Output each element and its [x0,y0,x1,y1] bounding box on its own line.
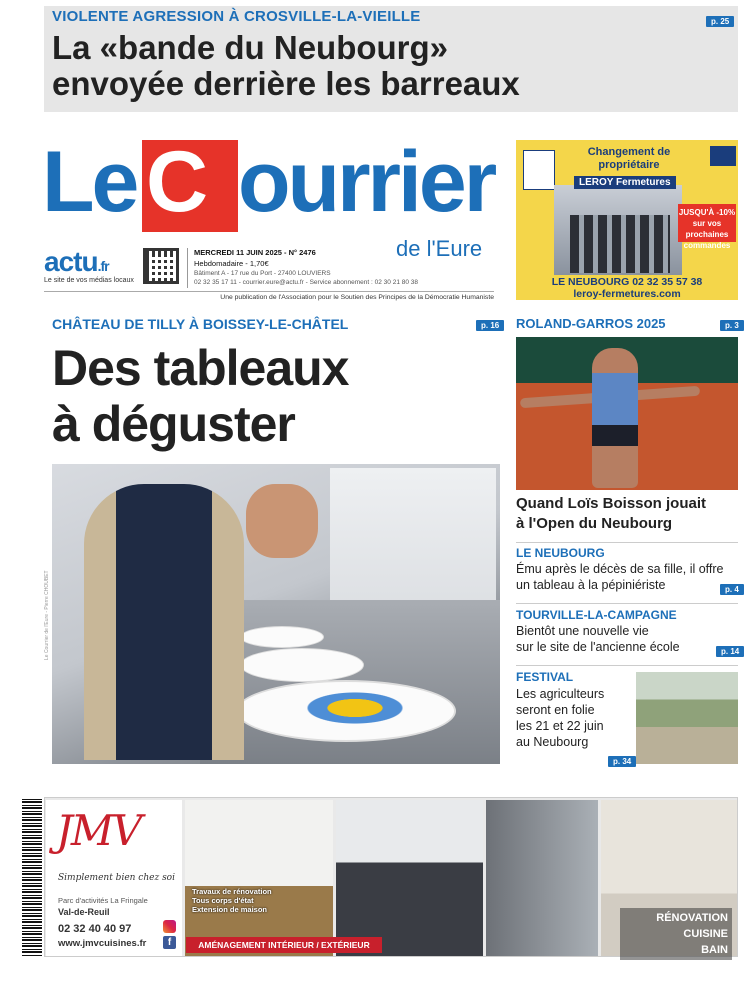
actu-logo[interactable] [44,246,109,278]
photo-plate [240,648,364,682]
mascot-icon [523,150,555,190]
jmv-website[interactable]: www.jmvcuisines.fr [58,938,147,949]
divider [516,542,738,543]
fes-line4: au Neubourg [516,735,589,749]
ad-phone: LE NEUBOURG 02 32 35 57 38 [551,276,703,288]
tou-headline[interactable] [516,623,738,655]
instagram-icon[interactable] [163,920,176,933]
renov-line1: Travaux de rénovation [192,887,272,896]
badge-icon [710,146,736,166]
actu-fr: .fr [97,258,109,274]
ad-photo-kitchen [336,800,483,956]
services-list [620,908,732,960]
actu-text: actu [44,246,98,277]
ad-services-bar: AMÉNAGEMENT INTÉRIEUR / EXTÉRIEUR [186,937,382,953]
publisher-line: Une publication de l'Association pour le Soutien des Principes de la Démocratie Humaniste [44,291,494,301]
rg-headline-line2: à l'Open du Neubourg [516,515,673,532]
top-kicker: VIOLENTE AGRESSION À CROSVILLE-LA-VIEILLE [52,8,421,25]
logo-c: C [146,134,206,230]
main-kicker: CHÂTEAU DE TILLY À BOISSEY-LE-CHÂTEL [52,316,349,332]
main-headline-line1: Des tableaux [52,340,349,396]
address: Bâtiment A - 17 rue du Port - 27400 LOUVIERS [194,270,331,277]
facebook-icon[interactable]: f [163,936,176,949]
qr-code-pattern [149,254,173,278]
photo-dish [300,690,410,726]
ad-headline: Changement de propriétaire [587,146,671,171]
issue-price: Hebdomadaire - 1,70€ [194,259,269,268]
jmv-parc: Parc d'activités La Fringale [58,896,148,905]
top-headline[interactable] [52,30,712,102]
ad-photo-bathroom [486,800,598,956]
ad-promo: JUSQU'À -10% sur vos prochaines commandes [678,204,736,242]
photo-credit: Le Courrier de l'Eure - Pierre CHOUBET [44,570,50,660]
barcode-icon [22,798,42,956]
neu-line2: un tableau à la pépiniériste [516,578,666,592]
ad-photo-terrace [185,800,333,956]
neu-headline[interactable] [516,561,738,593]
rg-headline-line1: Quand Loïs Boisson jouait [516,495,707,512]
divider [516,665,738,666]
jmv-slogan: Simplement bien chez soi [58,873,175,883]
neu-kicker: LE NEUBOURG [516,546,605,560]
main-page-ref: p. 16 [476,320,504,331]
neu-page-ref: p. 4 [720,584,744,595]
ad-people-photo [570,215,670,273]
fes-line2: seront en folie [516,703,595,717]
fes-headline[interactable] [516,686,638,750]
tou-line1: Bientôt une nouvelle vie [516,624,649,638]
tou-line2: sur le site de l'ancienne école [516,640,680,654]
issue-date: MERCREDI 11 JUIN 2025 - N° 2476 [194,248,316,257]
tou-kicker: TOURVILLE-LA-CAMPAGNE [516,608,677,622]
logo-subtitle: de l'Eure [396,236,483,261]
photo-plate [240,626,324,648]
photo-chef [84,484,244,760]
tou-page-ref: p. 14 [716,646,744,657]
contact: 02 32 35 17 11 - courrier.eure@actu.fr - Service abonnement : 02 30 21 80 38 [194,279,419,286]
rg-page-ref: p. 3 [720,320,744,331]
ad-website[interactable]: leroy-fermetures.com [573,288,681,300]
fes-page-ref: p. 34 [608,756,636,767]
top-headline-line1: La «bande du Neubourg» [52,29,449,66]
ad-contact [518,276,736,300]
fes-line1: Les agriculteurs [516,687,605,701]
logo-ourrier: ourrier [238,134,495,230]
page-ref: p. 25 [706,16,734,27]
jmv-city: Val-de-Reuil [58,907,110,917]
ad-brand: LEROY Fermetures [574,176,676,189]
main-headline-line2: à déguster [52,396,295,452]
renov-line3: Extension de maison [192,905,268,914]
logo-le: Le [42,134,137,230]
divider [187,248,188,288]
top-headline-line2: envoyée derrière les barreaux [52,65,520,102]
neu-line1: Ému après le décès de sa fille, il offre [516,562,724,576]
rg-headline[interactable] [516,494,706,534]
fes-line3: les 21 et 22 juin [516,719,604,733]
rg-photo-player [592,348,638,488]
renovation-text [192,887,272,914]
service-cuisine: CUISINE [683,928,728,940]
renov-line2: Tous corps d'état [192,896,254,905]
rg-kicker: ROLAND-GARROS 2025 [516,316,666,331]
main-headline[interactable] [52,340,348,452]
service-renovation: RÉNOVATION [656,912,728,924]
fes-kicker: FESTIVAL [516,670,574,684]
jmv-logo: JMV [56,806,141,855]
actu-tagline: Le site de vos médias locaux [44,277,134,284]
fes-photo[interactable] [636,672,738,764]
jmv-phone: 02 32 40 40 97 [58,923,132,935]
service-bain: BAIN [701,944,728,956]
photo-chef-head [246,484,318,558]
divider [516,603,738,604]
